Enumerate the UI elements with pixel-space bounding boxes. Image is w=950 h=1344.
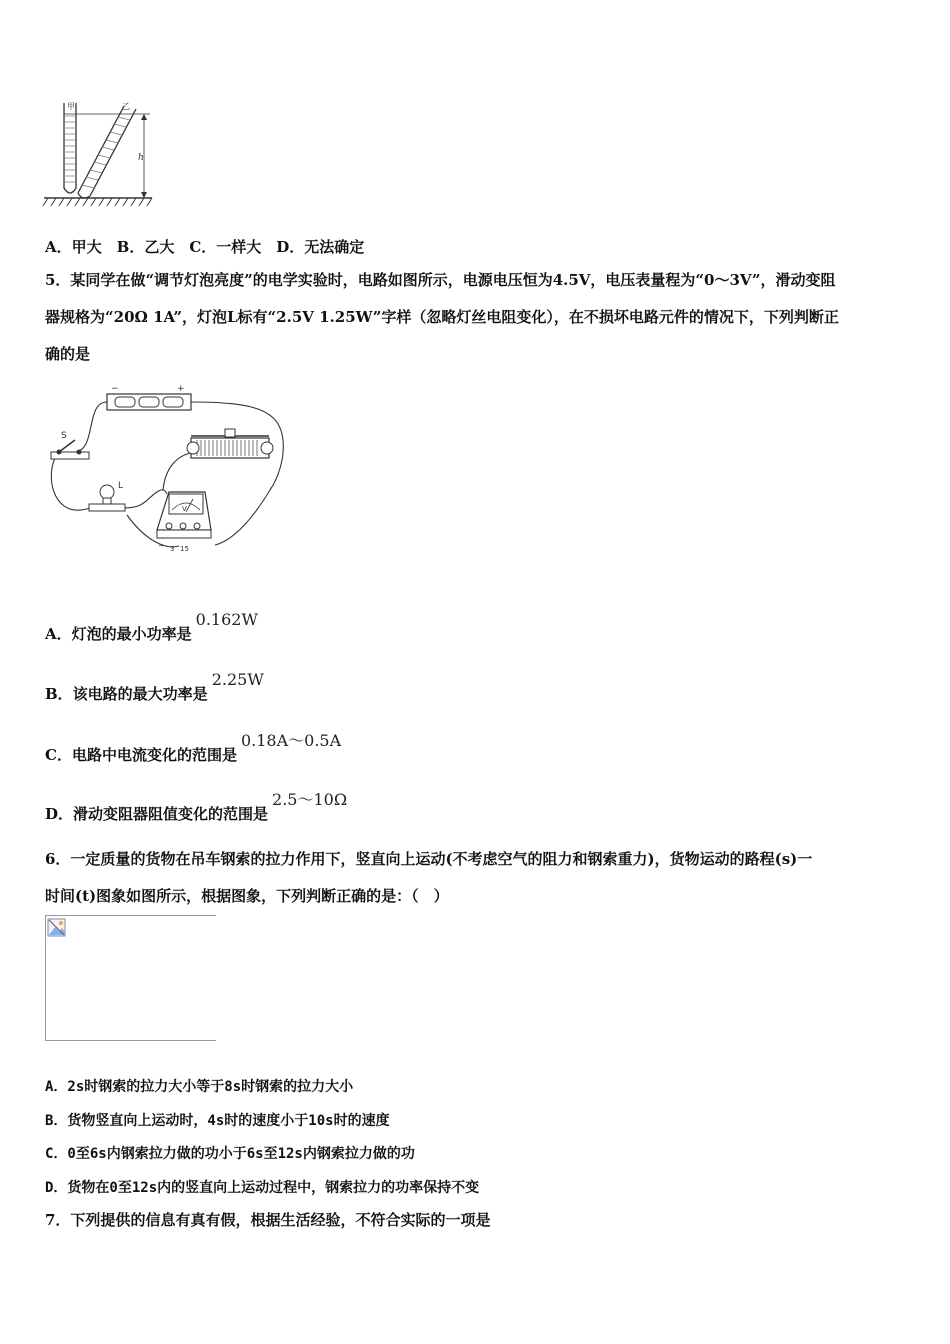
bulb-label: L <box>118 481 124 491</box>
q5-option-a-math: 0.162W <box>195 610 258 629</box>
label-jia: 甲 <box>67 102 75 111</box>
battery-plus: + <box>177 384 185 394</box>
q6-option-d: D．货物在0至12s内的竖直向上运动过程中，钢索拉力的功率保持不变 <box>45 1180 480 1196</box>
circuit-figure <box>45 380 295 560</box>
q5-option-c: C．电路中电流变化的范围是0.18A～0.5A <box>45 731 342 764</box>
q5-option-d-math: 2.5～10Ω <box>272 790 348 809</box>
q5-stem <box>45 262 907 373</box>
q6-option-b: B．货物竖直向上运动时，4s时的速度小于10s时的速度 <box>45 1113 390 1129</box>
label-h: h <box>138 153 144 163</box>
q6-line1: 6．一定质量的货物在吊车钢索的拉力作用下，竖直向上运动(不考虑空气的阻力和钢索重力)，货物运动的路程(s)一 <box>45 850 813 868</box>
tubes-figure <box>42 98 162 210</box>
q5-option-b-math: 2.25W <box>211 670 264 689</box>
q6-option-c: C．0至6s内钢索拉力做的功小于6s至12s内钢索拉力做的功 <box>45 1146 415 1162</box>
q6-line2: 时间(t)图象如图所示，根据图象，下列判断正确的是：（ ） <box>45 887 449 905</box>
meter-label: V <box>182 505 187 513</box>
q5-option-d: D．滑动变阻器阻值变化的范围是2.5～10Ω <box>45 790 348 823</box>
q5-option-c-math: 0.18A～0.5A <box>240 731 342 750</box>
q5-option-a: A．灯泡的最小功率是0.162W <box>45 610 258 643</box>
battery-minus: − <box>111 384 119 394</box>
q5-line3: 确的是 <box>45 345 91 363</box>
switch-label: S <box>61 431 67 441</box>
terminal-3: 3 <box>170 545 175 553</box>
label-yi: 乙 <box>122 102 130 111</box>
q5-line1: 5．某同学在做“调节灯泡亮度”的电学实验时，电路如图所示，电源电压恒为4.5V，电压表量程为“0～3V”，滑动变阻 <box>45 271 836 289</box>
q7-line1: 7．下列提供的信息有真有假，根据生活经验，不符合实际的一项是 <box>45 1211 491 1229</box>
terminal-minus: − <box>158 542 164 550</box>
q4-options: A．甲大 B．乙大 C．一样大 D．无法确定 <box>45 238 365 256</box>
q5-option-b: B．该电路的最大功率是2.25W <box>45 670 264 703</box>
q5-line2: 器规格为“20Ω 1A”，灯泡L标有“2.5V 1.25W”字样（忽略灯丝电阻变化），在不损坏电路元件的情况下，下列判断正 <box>45 308 839 326</box>
broken-image-icon <box>47 918 67 938</box>
broken-image-placeholder <box>45 915 216 1041</box>
q6-option-a: A．2s时钢索的拉力大小等于8s时钢索的拉力大小 <box>45 1079 354 1095</box>
terminal-15: 15 <box>180 545 189 553</box>
